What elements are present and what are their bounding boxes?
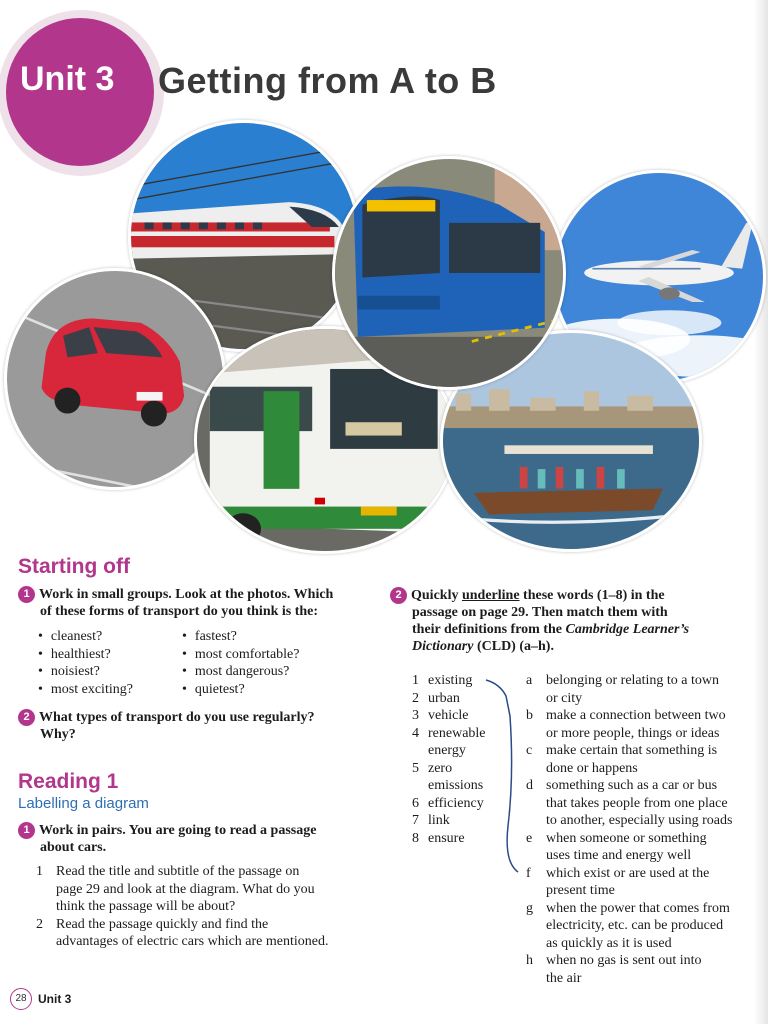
list-item	[526, 952, 762, 987]
item-letter: g	[526, 900, 533, 916]
item-number: 3	[412, 708, 419, 723]
list-item	[526, 672, 762, 707]
question-text-italic: Dictionary	[412, 639, 474, 654]
item-number: 5	[412, 760, 419, 776]
item-text: advantages of electric cars which are mentioned.	[56, 934, 329, 949]
list-item	[412, 672, 486, 690]
question-text: (CLD) (a–h).	[473, 639, 554, 654]
starting-off-question-1	[18, 586, 378, 620]
list-item: • noisiest?	[38, 663, 133, 681]
list-item	[526, 707, 762, 742]
question-number-badge: 1	[18, 822, 35, 839]
list-item: • quietest?	[182, 681, 299, 699]
item-text: page 29 and look at the diagram. What do you	[56, 881, 315, 897]
list-item	[412, 707, 486, 725]
item-text: when the power that comes from	[546, 900, 730, 916]
item-number: 7	[412, 813, 419, 828]
question-text: Quickly	[411, 588, 462, 603]
list-item	[526, 830, 762, 865]
item-text: link	[428, 813, 450, 828]
list-item	[526, 777, 762, 830]
item-letter: f	[526, 865, 531, 881]
item-text: zero	[428, 760, 453, 776]
tram-photo	[332, 156, 566, 390]
vocab-question	[390, 587, 760, 655]
question-text: Work in small groups. Look at the photos. Which	[39, 587, 334, 602]
item-letter: e	[526, 830, 533, 846]
reading-question-1	[18, 822, 378, 856]
reading-task-list	[36, 863, 328, 951]
item-text: Read the passage quickly and find the	[56, 916, 269, 932]
question-number-badge: 2	[390, 587, 407, 604]
list-item	[412, 795, 486, 813]
question-text: their definitions from the	[412, 622, 566, 637]
starting-off-question-2	[18, 709, 378, 743]
item-text: electricity, etc. can be produced	[546, 918, 724, 933]
item-text: Read the title and subtitle of the passage on	[56, 864, 300, 879]
item-text: renewable	[428, 725, 486, 741]
item-text: vehicle	[428, 708, 469, 723]
item-text: emissions	[428, 778, 484, 793]
question-number-badge: 1	[18, 586, 35, 603]
list-item: • cleanest?	[38, 628, 133, 646]
unit-label: Unit 3	[20, 60, 115, 98]
item-text: ensure	[428, 830, 465, 846]
item-text: to another, especially using roads	[546, 813, 733, 828]
item-letter: d	[526, 778, 533, 793]
list-item: • healthiest?	[38, 646, 133, 664]
unit-title: Getting from A to B	[158, 60, 497, 101]
item-text: urban	[428, 690, 460, 706]
bullet-list-left	[38, 628, 133, 698]
item-number: 4	[412, 725, 419, 741]
item-text: efficiency	[428, 795, 484, 811]
question-text-italic: Cambridge Learner’s	[565, 622, 690, 637]
item-text: belonging or relating to a town	[546, 673, 720, 688]
item-text: something such as a car or bus	[546, 778, 718, 793]
question-text: What types of transport do you use regularly?	[39, 710, 315, 725]
list-item	[412, 830, 486, 848]
question-text: Why?	[40, 727, 76, 742]
list-item	[412, 760, 486, 795]
question-text: passage on page 29. Then match them with	[412, 605, 668, 620]
item-number: 2	[36, 916, 43, 932]
item-number: 1	[412, 673, 419, 688]
item-number: 8	[412, 830, 419, 846]
question-text: these words (1–8) in the	[519, 588, 665, 603]
list-item	[36, 916, 328, 951]
item-number: 1	[36, 864, 43, 879]
footer-unit-label: Unit 3	[38, 992, 72, 1006]
page-number: 28	[10, 988, 32, 1010]
reading-heading: Reading 1	[18, 770, 119, 793]
item-text: present time	[546, 883, 615, 898]
list-item	[36, 863, 328, 916]
question-text: Work in pairs. You are going to read a passage	[39, 823, 317, 838]
item-text: existing	[428, 673, 473, 688]
question-text-underlined: underline	[461, 588, 520, 603]
item-text: when someone or something	[546, 830, 707, 846]
list-item	[526, 865, 762, 900]
item-text: energy	[428, 743, 466, 758]
item-letter: h	[526, 953, 533, 968]
item-text: when no gas is sent out into	[546, 953, 702, 968]
starting-off-heading: Starting off	[18, 555, 130, 578]
question-text: of these forms of transport do you think is the:	[40, 604, 319, 619]
list-item	[412, 690, 486, 708]
item-letter: b	[526, 708, 533, 723]
vocab-word-list	[412, 672, 486, 847]
list-item: • most comfortable?	[182, 646, 299, 664]
item-letter: a	[526, 673, 533, 688]
page-footer	[10, 988, 71, 1010]
bullet-list-right	[182, 628, 299, 698]
item-number: 2	[412, 690, 419, 706]
item-number: 6	[412, 795, 419, 811]
item-text: make a connection between two	[546, 708, 726, 723]
question-number-badge: 2	[18, 709, 35, 726]
list-item: • most dangerous?	[182, 663, 299, 681]
item-text: or city	[546, 690, 583, 706]
reading-subheading: Labelling a diagram	[18, 795, 149, 812]
example-match-line	[484, 676, 524, 876]
item-text: think the passage will be about?	[56, 899, 236, 914]
item-text: which exist or are used at the	[546, 865, 710, 881]
list-item	[412, 812, 486, 830]
list-item	[526, 900, 762, 953]
list-item	[526, 742, 762, 777]
item-text: make certain that something is	[546, 743, 718, 758]
question-text: about cars.	[40, 840, 107, 855]
item-text: or more people, things or ideas	[546, 725, 720, 741]
list-item: • fastest?	[182, 628, 299, 646]
list-item	[412, 725, 486, 760]
item-text: as quickly as it is used	[546, 935, 672, 951]
item-text: that takes people from one place	[546, 795, 728, 811]
item-text: done or happens	[546, 760, 638, 776]
definition-list	[526, 672, 762, 987]
list-item: • most exciting?	[38, 681, 133, 699]
item-letter: c	[526, 743, 533, 758]
car-photo	[4, 268, 226, 490]
item-text: the air	[546, 970, 582, 986]
item-text: uses time and energy well	[546, 848, 692, 863]
